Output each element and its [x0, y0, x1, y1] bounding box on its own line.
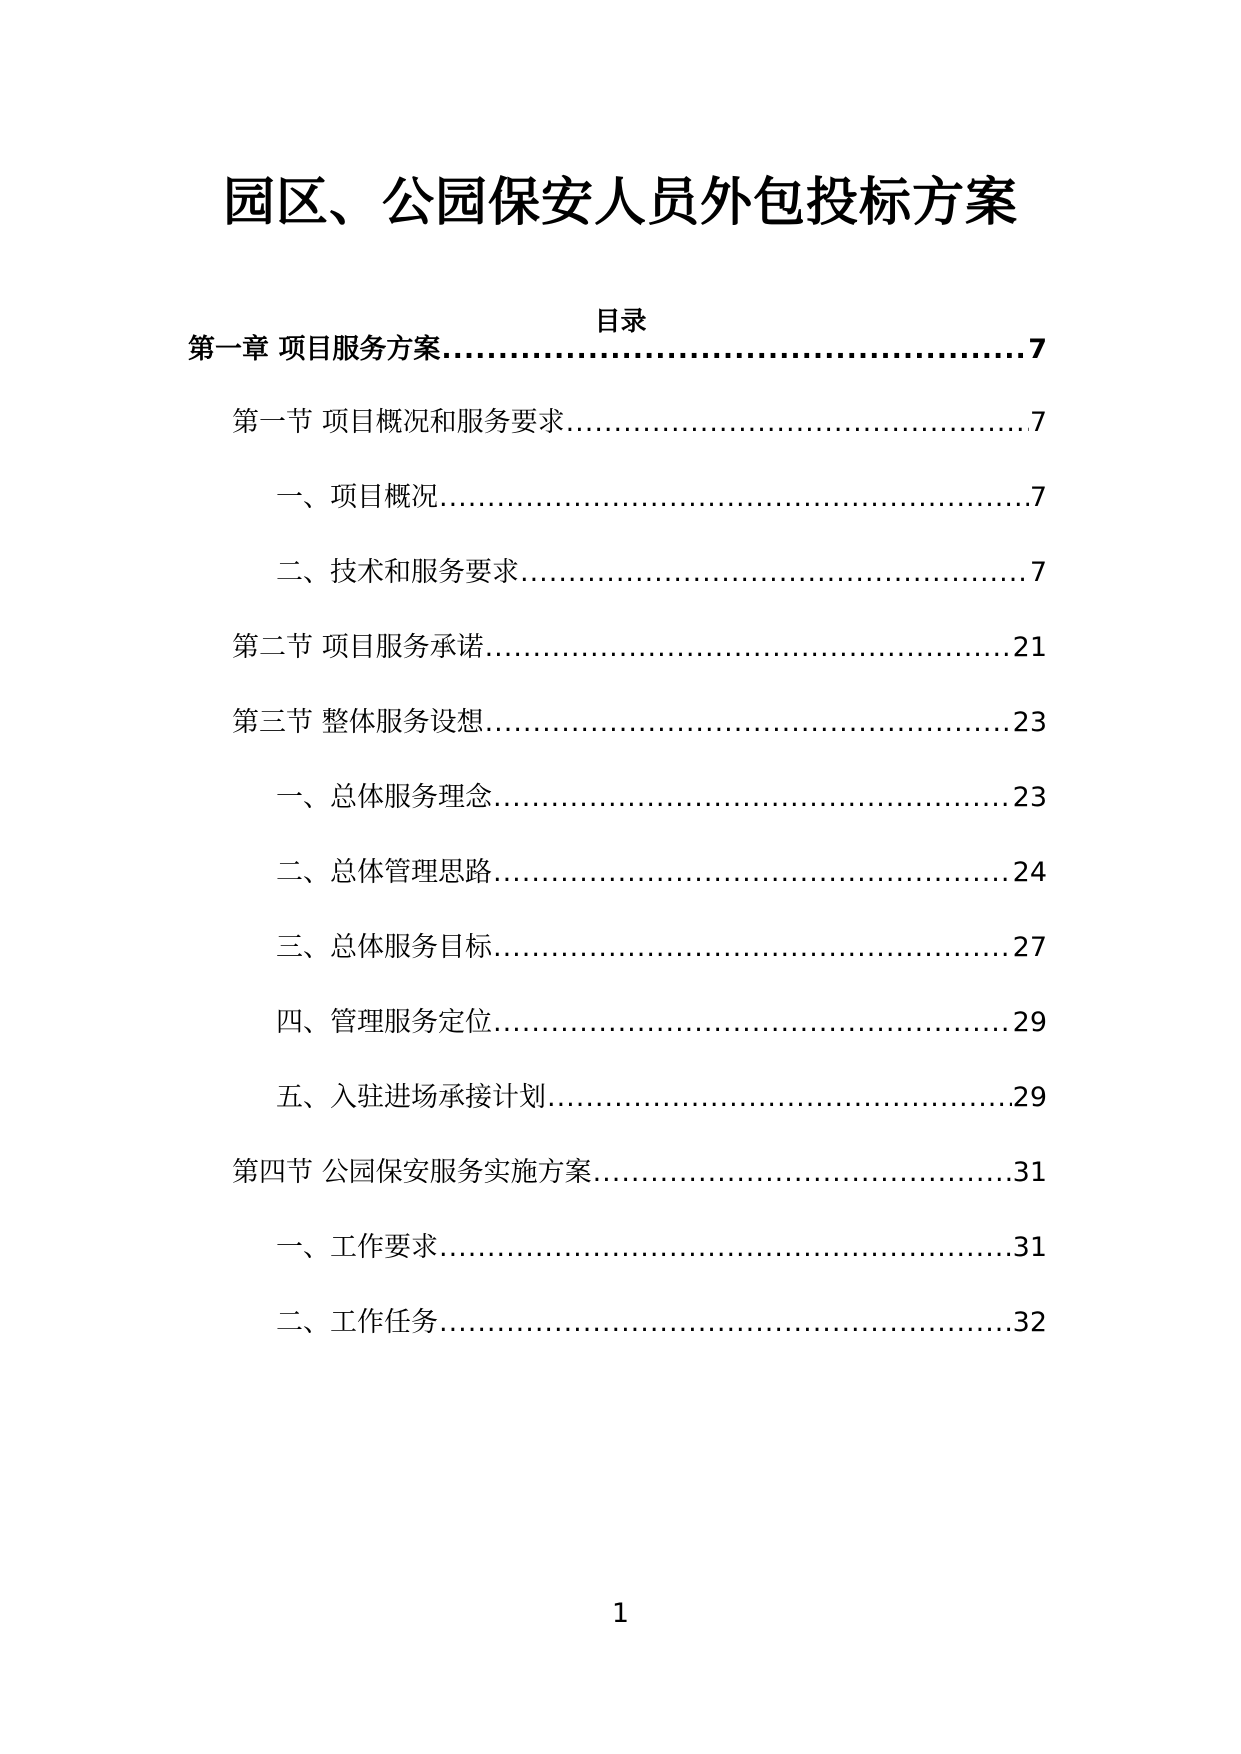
- toc-dot-leader: [520, 553, 1029, 593]
- toc-entry-page: 7: [1029, 407, 1047, 438]
- toc-entry-label: 第四节 公园保安服务实施方案: [232, 1157, 592, 1188]
- toc-entry-page: 7: [1029, 557, 1047, 588]
- toc-entry-subsection[interactable]: [276, 853, 1047, 893]
- toc-entry-subsection[interactable]: [276, 778, 1047, 818]
- toc-entry-label: 第一节 项目概况和服务要求: [232, 407, 565, 438]
- toc-entry-page: 7: [1028, 334, 1047, 365]
- toc-entry-section-4[interactable]: [232, 1153, 1047, 1193]
- toc-entry-label: 三、总体服务目标: [276, 932, 492, 963]
- toc-entry-label: 第三节 整体服务设想: [232, 707, 484, 738]
- toc-dot-leader: [493, 928, 1012, 968]
- toc-dot-leader: [485, 628, 1012, 668]
- toc-entry-page: 21: [1012, 632, 1047, 663]
- toc-entry-subsection[interactable]: [276, 478, 1047, 518]
- toc-entry-page: 23: [1012, 707, 1047, 738]
- toc-entry-label: 一、项目概况: [276, 482, 438, 513]
- toc-entry-label: 二、工作任务: [276, 1307, 438, 1338]
- toc-dot-leader: [439, 1228, 1012, 1268]
- toc-dot-leader: [566, 403, 1029, 443]
- toc-dot-leader: [485, 703, 1012, 743]
- toc-dot-leader: [493, 1003, 1012, 1043]
- toc-entry-page: 24: [1012, 857, 1047, 888]
- toc-entry-subsection[interactable]: [276, 1078, 1047, 1118]
- toc-entry-page: 29: [1012, 1007, 1047, 1038]
- toc-dot-leader: [441, 330, 1027, 370]
- toc-entry-subsection[interactable]: [276, 928, 1047, 968]
- toc-entry-label: 二、总体管理思路: [276, 857, 492, 888]
- toc-dot-leader: [493, 853, 1012, 893]
- toc-entry-label: 二、技术和服务要求: [276, 557, 519, 588]
- toc-entry-page: 32: [1012, 1307, 1047, 1338]
- toc-entry-label: 五、入驻进场承接计划: [276, 1082, 546, 1113]
- toc-entry-label: 第一章 项目服务方案: [188, 334, 441, 365]
- toc-entry-page: 27: [1012, 932, 1047, 963]
- toc-entry-page: 31: [1012, 1232, 1047, 1263]
- toc-entry-label: 一、工作要求: [276, 1232, 438, 1263]
- toc-dot-leader: [547, 1078, 1012, 1118]
- page-number: 1: [611, 1598, 630, 1629]
- toc-entry-section-1[interactable]: [232, 403, 1047, 443]
- toc-entry-subsection[interactable]: [276, 553, 1047, 593]
- toc-entry-label: 一、总体服务理念: [276, 782, 492, 813]
- toc-entry-page: 7: [1029, 482, 1047, 513]
- toc-entry-section-2[interactable]: [232, 628, 1047, 668]
- toc-entry-subsection[interactable]: [276, 1303, 1047, 1343]
- toc-entry-section-3[interactable]: [232, 703, 1047, 743]
- toc-entry-label: 第二节 项目服务承诺: [232, 632, 484, 663]
- toc-entry-page: 31: [1012, 1157, 1047, 1188]
- toc-entry-page: 23: [1012, 782, 1047, 813]
- toc-entry-label: 四、管理服务定位: [276, 1007, 492, 1038]
- toc-dot-leader: [439, 478, 1029, 518]
- toc-heading: 目录: [594, 307, 647, 337]
- toc-entry-page: 29: [1012, 1082, 1047, 1113]
- toc-dot-leader: [493, 778, 1012, 818]
- toc-entry-subsection[interactable]: [276, 1003, 1047, 1043]
- toc-dot-leader: [439, 1303, 1012, 1343]
- document-title: 园区、公园保安人员外包投标方案: [222, 173, 1018, 233]
- toc-entry-chapter-1[interactable]: [188, 330, 1047, 370]
- toc-entry-subsection[interactable]: [276, 1228, 1047, 1268]
- toc-dot-leader: [593, 1153, 1012, 1193]
